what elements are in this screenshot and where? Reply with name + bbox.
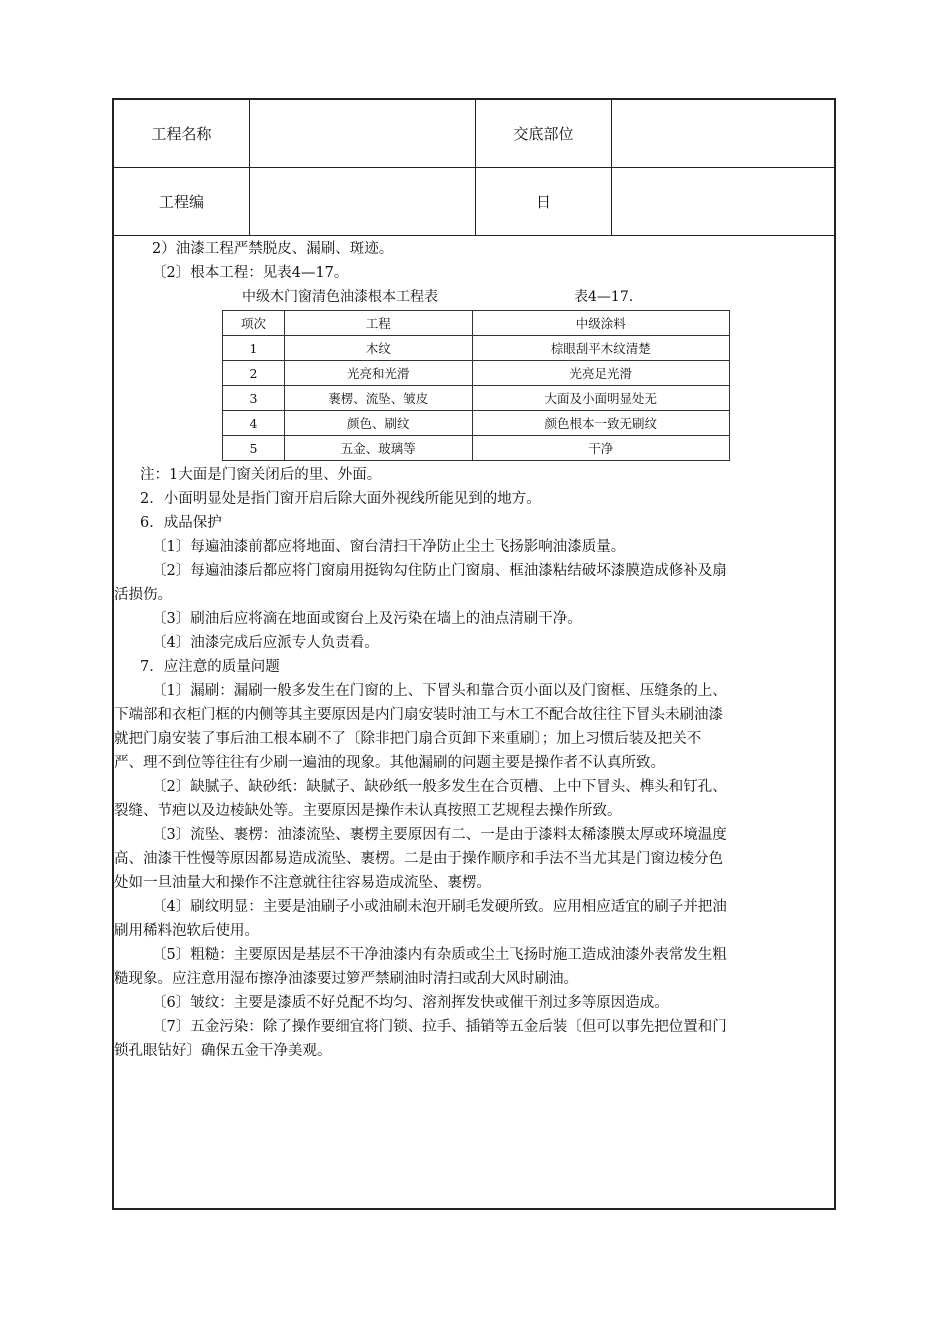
text-line: 活损伤。 <box>114 587 172 603</box>
text-line: 2．小面明显处是指门窗开启后除大面外视线所能见到的地方。 <box>140 491 541 507</box>
table-cell: 1 <box>223 336 285 361</box>
text-line: 严、理不到位等往往有少刷一遍油的现象。其他漏刷的问题主要是操作者不认真所致。 <box>114 755 665 771</box>
project-no-label: 工程编 <box>114 168 250 236</box>
disclosure-part-label: 交底部位 <box>476 100 612 168</box>
content-body <box>114 237 834 1059</box>
table-row <box>223 361 730 386</box>
table-cell: 裹楞、流坠、皱皮 <box>284 386 472 411</box>
table-cell: 5 <box>223 436 285 461</box>
table-number: 表4—17. <box>574 289 634 305</box>
table-cell: 棕眼刮平木纹清楚 <box>472 336 729 361</box>
table-cell: 光亮和光滑 <box>284 361 472 386</box>
text-line: 〔3〕刷油后应将滴在地面或窗台上及污染在墙上的油点清刷干净。 <box>152 611 582 627</box>
project-name-value[interactable] <box>250 100 476 168</box>
table-cell: 3 <box>223 386 285 411</box>
table-header-cell: 工程 <box>284 311 472 336</box>
text-line: 〔1〕漏刷：漏刷一般多发生在门窗的上、下冒头和靠合页小面以及门窗框、压缝条的上、 <box>152 683 727 699</box>
section-heading: 7．应注意的质量问题 <box>140 659 280 675</box>
text-line: 刷用稀料泡软后使用。 <box>114 923 259 939</box>
table-row <box>223 436 730 461</box>
quality-table <box>222 310 730 461</box>
date-label: 日 <box>476 168 612 236</box>
disclosure-form <box>112 98 836 1210</box>
text-line: 〔2〕缺腻子、缺砂纸：缺腻子、缺砂纸一般多发生在合页槽、上中下冒头、榫头和钉孔、 <box>152 779 727 795</box>
table-row <box>223 386 730 411</box>
table-cell: 五金、玻璃等 <box>284 436 472 461</box>
table-cell: 光亮足光滑 <box>472 361 729 386</box>
form-header <box>114 100 834 236</box>
text-line: 裂缝、节疤以及边棱缺处等。主要原因是操作未认真按照工艺规程去操作所致。 <box>114 803 622 819</box>
text-line: 〔7〕五金污染：除了操作要细宜将门锁、拉手、插销等五金后装〔但可以事先把位置和门 <box>152 1019 727 1035</box>
text-line: 〔6〕皱纹：主要是漆质不好兑配不均匀、溶剂挥发快或催干剂过多等原因造成。 <box>152 995 669 1011</box>
paragraph-block <box>114 463 834 1063</box>
table-header-row <box>223 311 730 336</box>
table-cell: 大面及小面明显处无 <box>472 386 729 411</box>
project-name-label: 工程名称 <box>114 100 250 168</box>
table-cell: 干净 <box>472 436 729 461</box>
text-line: 就把门扇安装了事后油工根本刷不了〔除非把门扇合页卸下来重刷〕；加上习惯后装及把关不 <box>114 731 702 747</box>
table-cell: 木纹 <box>284 336 472 361</box>
table-row <box>223 336 730 361</box>
text-line: 2）油漆工程严禁脱皮、漏刷、斑迹。 <box>152 241 394 257</box>
text-line: 〔2〕每遍油漆后都应将门窗扇用挺钩勾住防止门窗扇、框油漆粘结破坏漆膜造成修补及扇 <box>152 563 727 579</box>
text-line: 高、油漆干性慢等原因都易造成流坠、裹楞。二是由于操作顺序和手法不当尤其是门窗边棱分色 <box>114 851 723 867</box>
table-cell: 颜色根本一致无刷纹 <box>472 411 729 436</box>
table-header-cell: 中级涂料 <box>472 311 729 336</box>
text-line: 注：1大面是门窗关闭后的里、外面。 <box>140 467 382 483</box>
table-caption: 中级木门窗清色油漆根本工程表 <box>242 289 438 305</box>
table-cell: 颜色、刷纹 <box>284 411 472 436</box>
disclosure-part-value[interactable] <box>612 100 834 168</box>
text-line: 〔4〕刷纹明显：主要是油刷子小或油刷未泡开刷毛发硬所致。应用相应适宜的刷子并把油 <box>152 899 727 915</box>
table-row <box>223 411 730 436</box>
text-line: 〔3〕流坠、裹楞：油漆流坠、裹楞主要原因有二、一是由于漆料太稀漆膜太厚或环境温度 <box>152 827 727 843</box>
date-value[interactable] <box>612 168 834 236</box>
text-line: 糙现象。应注意用湿布擦净油漆要过箩严禁刷油时清扫或刮大风时刷油。 <box>114 971 578 987</box>
table-cell: 2 <box>223 361 285 386</box>
text-line: 〔4〕油漆完成后应派专人负责看。 <box>152 635 379 651</box>
table-header-cell: 项次 <box>223 311 285 336</box>
section-heading: 6．成品保护 <box>140 515 222 531</box>
text-line: 〔2〕根本工程：见表4—17。 <box>152 265 349 281</box>
table-cell: 4 <box>223 411 285 436</box>
text-line: 处如一旦油量大和操作不注意就往往容易造成流坠、裹楞。 <box>114 875 491 891</box>
text-line: 〔5〕粗糙：主要原因是基层不干净油漆内有杂质或尘土飞扬时施工造成油漆外表常发生粗 <box>152 947 727 963</box>
project-no-value[interactable] <box>250 168 476 236</box>
text-line: 锁孔眼钻好〕确保五金干净美观。 <box>114 1043 332 1059</box>
text-line: 〔1〕每遍油漆前都应将地面、窗台清扫干净防止尘土飞扬影响油漆质量。 <box>152 539 626 555</box>
text-line: 下端部和衣柜门框的内侧等其主要原因是内门扇安装时油工与木工不配合故往往下冒头未刷油漆 <box>114 707 723 723</box>
